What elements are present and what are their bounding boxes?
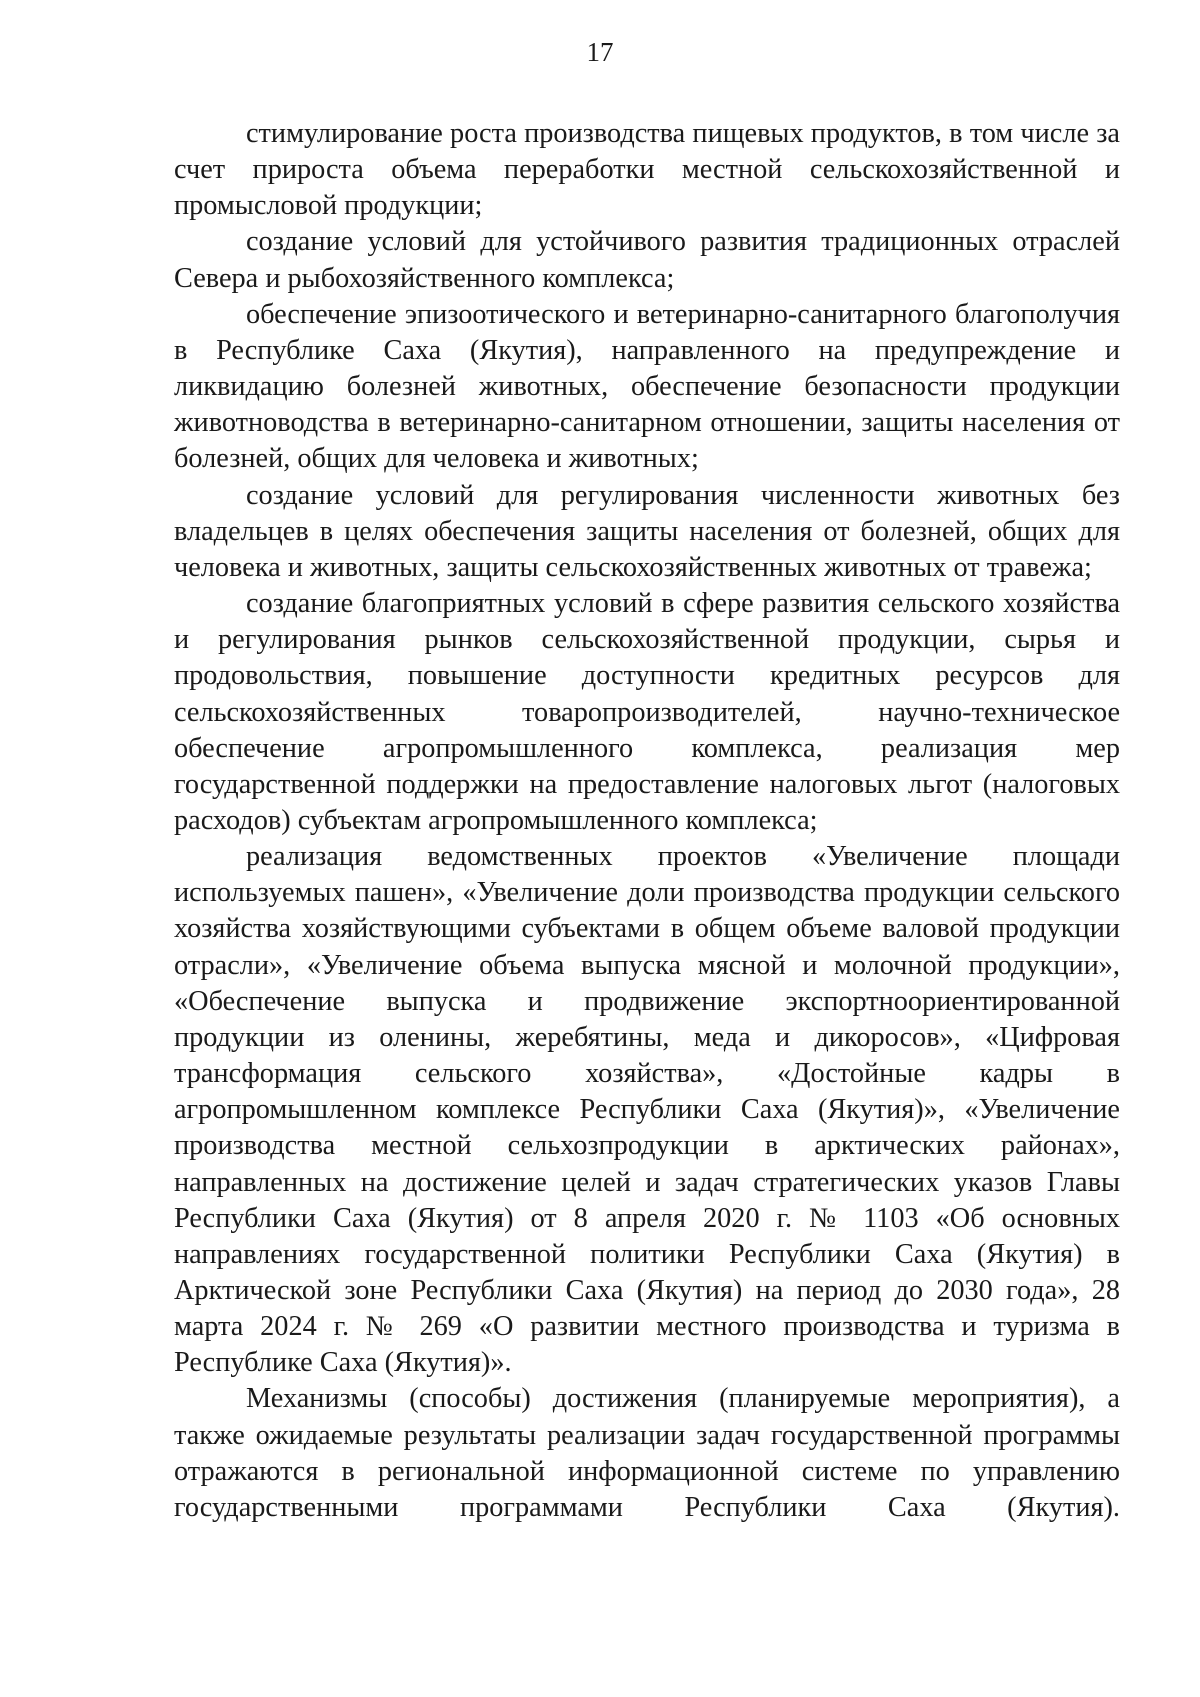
paragraph-agriculture-conditions: создание благоприятных условий в сфере развития сельского хозяйства и регулирования рынков сельскохозяйственной продукции, сырья и продовольствия, повышение доступности кредитных ресурсов для сельскохозяйственных товаропроизводителей, научно-техническое обеспечение агропромышленного комплекса, реализация мер государственной поддержки на предоставление налоговых льгот (налоговых расходов) субъектам агропромышленного комплекса; [174, 588, 1120, 836]
paragraph-departmental-projects: реализация ведомственных проектов «Увеличение площади используемых пашен», «Увеличение доли производства продукции сельского хозяйства хозяйствующими субъектами в общем объеме валовой продукции отрасли», «Увеличение объема выпуска мясной и молочной продукции», «Обеспечение выпуска и продвижение экспортноориентированной продукции из оленины, жеребятины, меда и дикоросов», «Цифровая трансформация сельского хозяйства», «Достойные кадры в агропромышленном комплексе Республики Саха (Якутия)», «Увеличение производства местной сельхозпродукции в арктических районах», направленных на достижение целей и задач стратегических указов Главы Республики Саха (Якутия) от 8 апреля 2020 г. № 1103 «Об основных направлениях государственной политики Республики Саха (Якутия) в Арктической зоне Республики Саха (Якутия) на период до 2030 года», 28 марта 2024 г. № 269 «О развитии местного производства и туризма в Республике Саха (Якутия)». [174, 841, 1120, 1379]
paragraph-veterinary-welfare: обеспечение эпизоотического и ветеринарно-санитарного благополучия в Республике Саха (Якутия), направленного на предупреждение и ликвидацию болезней животных, обеспечение безопасности продукции животноводства в ветеринарно-санитарном отношении, защиты населения от болезней, общих для человека и животных; [174, 298, 1120, 475]
page-number: 17 [586, 37, 614, 67]
paragraph-northern-industries: создание условий для устойчивого развития традиционных отраслей Севера и рыбохозяйственного комплекса; [174, 226, 1120, 294]
paragraph-stray-animals: создание условий для регулирования численности животных без владельцев в целях обеспечения защиты населения от болезней, общих для человека и животных, защиты сельскохозяйственных животных от травежа; [174, 479, 1120, 583]
paragraph-food-production: стимулирование роста производства пищевых продуктов, в том числе за счет прироста объема переработки местной сельскохозяйственной и промысловой продукции; [174, 118, 1120, 222]
paragraph-mechanisms: Механизмы (способы) достижения (планируемые мероприятия), а также ожидаемые результаты реализации задач государственной программы отражаются в региональной информационной системе по управлению государственными программами Республики Саха (Якутия). [174, 1383, 1120, 1523]
document-body [174, 116, 1120, 1526]
